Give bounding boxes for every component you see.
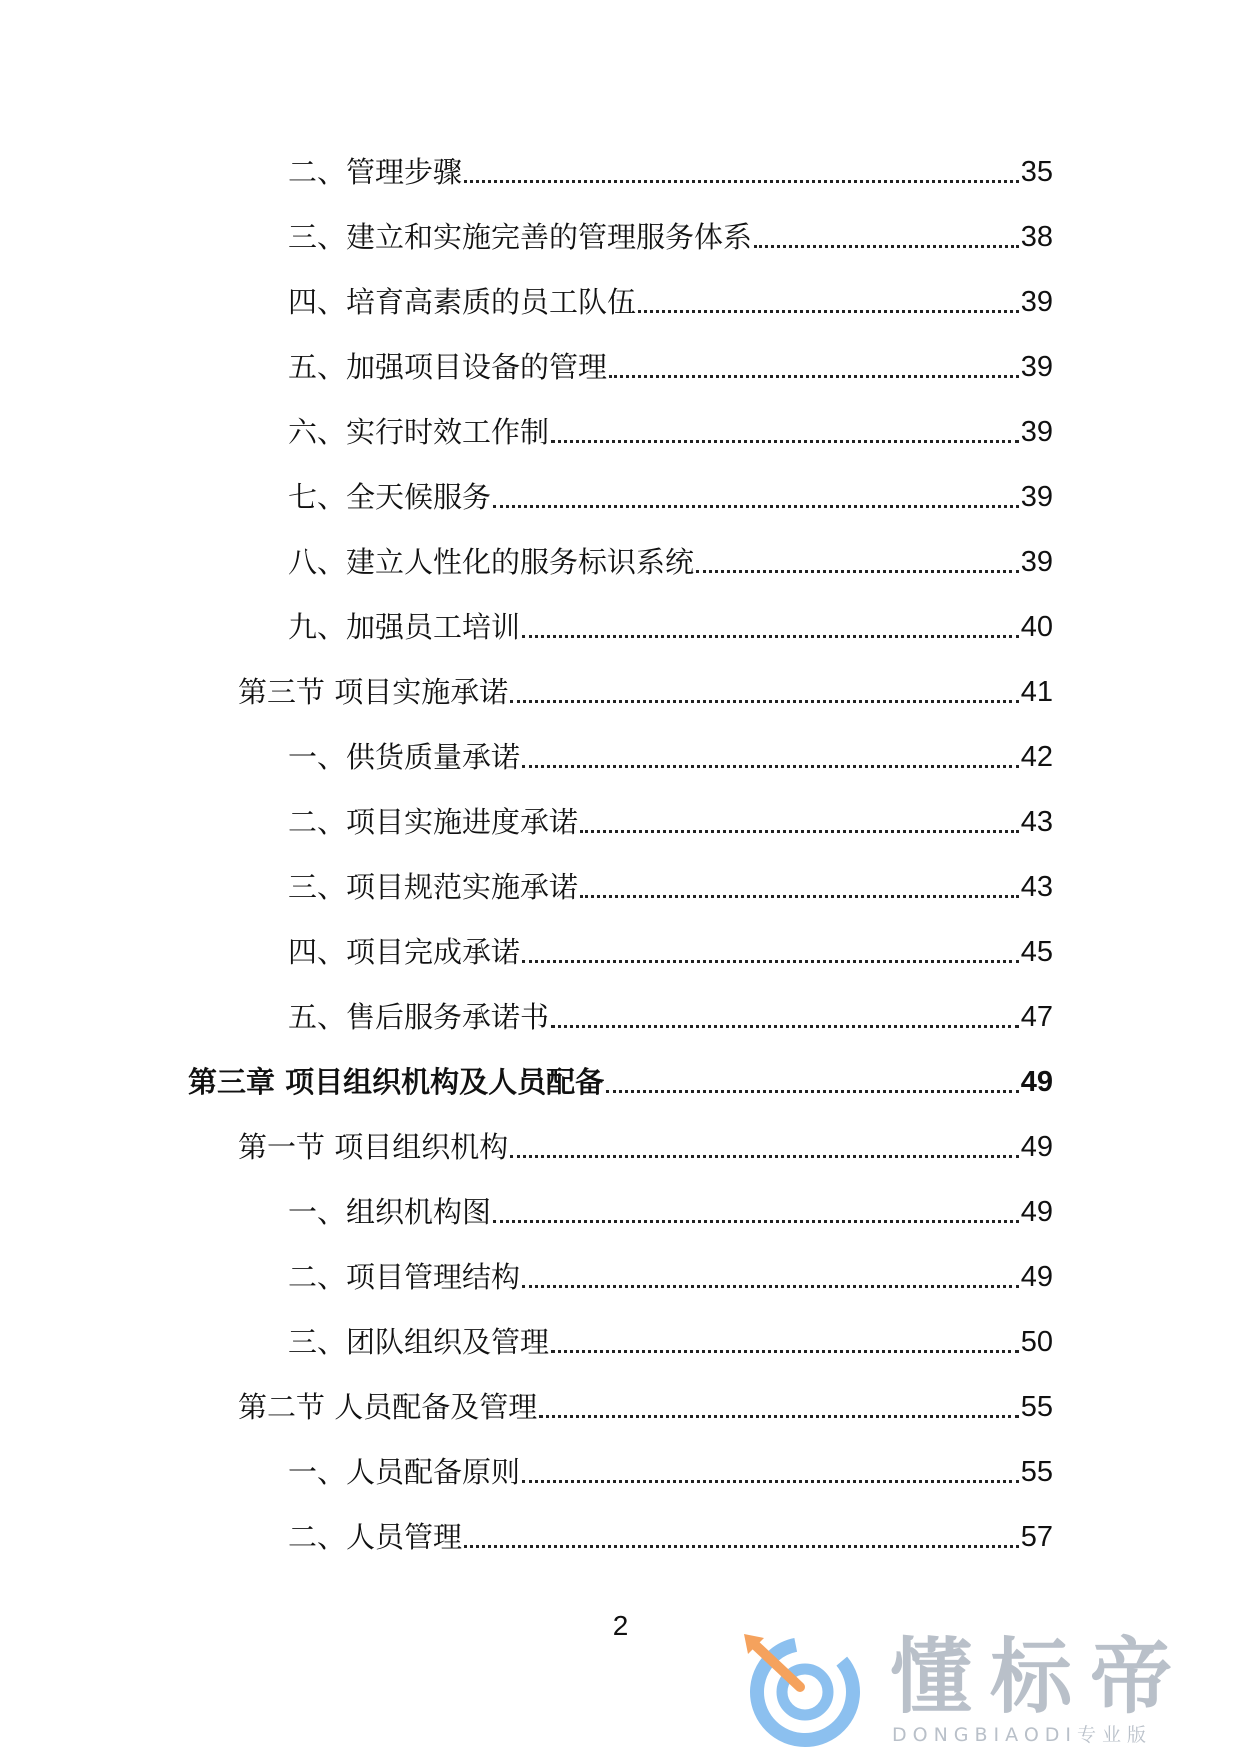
toc-entry-page: 35: [1020, 156, 1053, 188]
toc-entry-page: 50: [1020, 1326, 1053, 1358]
toc-entry-page: 43: [1020, 806, 1053, 838]
toc-entry-label: 一、组织机构图: [288, 1195, 492, 1229]
toc-entry[interactable]: [288, 605, 1053, 645]
toc-entry-label: 五、加强项目设备的管理: [288, 350, 608, 384]
toc-entry[interactable]: [288, 280, 1053, 320]
toc-entry-section[interactable]: [238, 670, 1053, 710]
watermark: [740, 1630, 1220, 1748]
toc-entry-label: 二、管理步骤: [288, 155, 463, 189]
toc-entry[interactable]: [288, 150, 1053, 190]
toc-dot-leader: [522, 960, 1019, 963]
toc-dot-leader: [522, 765, 1019, 768]
watermark-subtitle: DONGBIAODI专业版: [892, 1724, 1153, 1746]
toc-entry[interactable]: [288, 1255, 1053, 1295]
toc-dot-leader: [493, 505, 1019, 508]
toc-entry[interactable]: [288, 540, 1053, 580]
toc-entry-page: 38: [1020, 221, 1053, 253]
toc-dot-leader: [606, 1090, 1019, 1093]
toc-entry-label: 一、人员配备原则: [288, 1455, 521, 1489]
toc-entry-page: 41: [1020, 676, 1053, 708]
toc-entry[interactable]: [288, 1450, 1053, 1490]
toc-dot-leader: [510, 1155, 1019, 1158]
toc-entry-chapter[interactable]: [188, 1060, 1053, 1100]
toc-entry-page: 43: [1020, 871, 1053, 903]
toc-dot-leader: [551, 1025, 1019, 1028]
toc-entry[interactable]: [288, 1515, 1053, 1555]
toc-entry-page: 55: [1020, 1456, 1053, 1488]
toc-entry-label: 六、实行时效工作制: [288, 415, 550, 449]
toc-entry-page: 45: [1020, 936, 1053, 968]
toc-entry-page: 39: [1020, 351, 1053, 383]
toc-entry-label: 二、人员管理: [288, 1520, 463, 1554]
toc-entry-label: 第三章 项目组织机构及人员配备: [188, 1065, 605, 1099]
toc-entry[interactable]: [288, 995, 1053, 1035]
toc-entry-label: 九、加强员工培训: [288, 610, 521, 644]
toc-entry-page: 49: [1020, 1066, 1053, 1098]
toc-entry-page: 42: [1020, 741, 1053, 773]
toc-dot-leader: [580, 895, 1019, 898]
toc-entry[interactable]: [288, 345, 1053, 385]
toc-dot-leader: [696, 570, 1019, 573]
toc-entry-page: 49: [1020, 1196, 1053, 1228]
toc-entry-label: 五、售后服务承诺书: [288, 1000, 550, 1034]
toc-dot-leader: [609, 375, 1019, 378]
toc-entry-page: 47: [1020, 1001, 1053, 1033]
page-number: 2: [612, 1610, 629, 1641]
toc-dot-leader: [539, 1415, 1019, 1418]
toc-entry[interactable]: [288, 865, 1053, 905]
toc-entry-label: 四、培育高素质的员工队伍: [288, 285, 637, 319]
toc-entry-label: 七、全天候服务: [288, 480, 492, 514]
toc-entry-label: 四、项目完成承诺: [288, 935, 521, 969]
toc-entry-label: 第三节 项目实施承诺: [238, 675, 509, 709]
toc-entry[interactable]: [288, 1190, 1053, 1230]
toc-entry-label: 二、项目实施进度承诺: [288, 805, 579, 839]
toc-entry-page: 49: [1020, 1131, 1053, 1163]
toc-dot-leader: [464, 180, 1019, 183]
toc-dot-leader: [551, 440, 1019, 443]
toc-entry-page: 39: [1020, 416, 1053, 448]
toc-entry-page: 40: [1020, 611, 1053, 643]
toc-entry-page: 39: [1020, 286, 1053, 318]
toc-entry-label: 第一节 项目组织机构: [238, 1130, 509, 1164]
toc-entry[interactable]: [288, 410, 1053, 450]
target-logo-icon: [740, 1630, 870, 1748]
toc-entry-page: 39: [1020, 481, 1053, 513]
watermark-brand: 懂标帝: [890, 1630, 1191, 1725]
toc-entry-label: 第二节 人员配备及管理: [238, 1390, 538, 1424]
toc-dot-leader: [493, 1220, 1019, 1223]
toc-entry[interactable]: [288, 475, 1053, 515]
toc-dot-leader: [754, 245, 1019, 248]
toc-entry-label: 二、项目管理结构: [288, 1260, 521, 1294]
toc-dot-leader: [522, 1285, 1019, 1288]
toc-entry-section[interactable]: [238, 1125, 1053, 1165]
toc-entry-label: 八、建立人性化的服务标识系统: [288, 545, 695, 579]
toc-entry[interactable]: [288, 215, 1053, 255]
toc-entry-section[interactable]: [238, 1385, 1053, 1425]
toc-entry-label: 一、供货质量承诺: [288, 740, 521, 774]
toc-entry-page: 57: [1020, 1521, 1053, 1553]
toc-entry-label: 三、建立和实施完善的管理服务体系: [288, 220, 753, 254]
toc-entry-page: 49: [1020, 1261, 1053, 1293]
toc-entry[interactable]: [288, 735, 1053, 775]
toc-entry[interactable]: [288, 930, 1053, 970]
toc-entry-page: 39: [1020, 546, 1053, 578]
toc-dot-leader: [551, 1350, 1019, 1353]
toc-entry-page: 55: [1020, 1391, 1053, 1423]
toc-dot-leader: [464, 1545, 1019, 1548]
toc-dot-leader: [638, 310, 1019, 313]
toc-dot-leader: [522, 635, 1019, 638]
toc-dot-leader: [510, 700, 1019, 703]
toc-entry[interactable]: [288, 800, 1053, 840]
toc-dot-leader: [522, 1480, 1019, 1483]
toc-entry[interactable]: [288, 1320, 1053, 1360]
toc-entry-label: 三、项目规范实施承诺: [288, 870, 579, 904]
toc-dot-leader: [580, 830, 1019, 833]
toc-entry-label: 三、团队组织及管理: [288, 1325, 550, 1359]
